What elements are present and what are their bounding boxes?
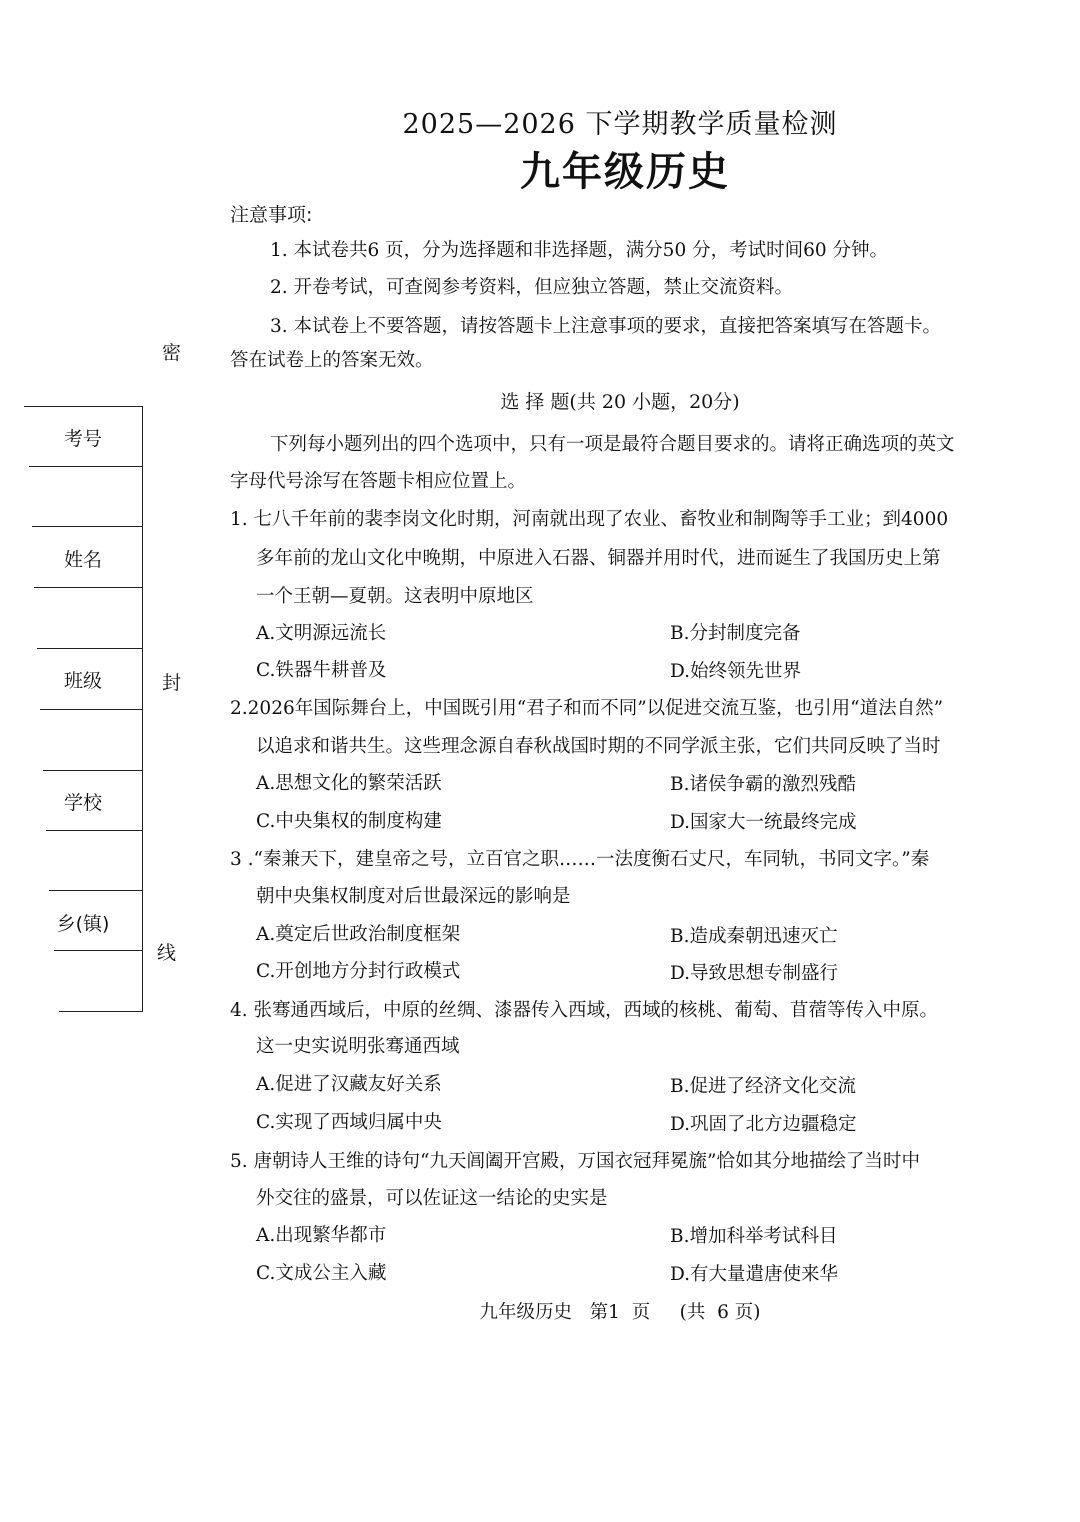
table-line [37,648,142,649]
question-3-text: 3 .“秦兼天下，建皇帝之号，立百官之职……一法度衡石丈尺，车同轨，书同文字。”秦 [230,849,930,870]
student-info-table [24,406,143,1012]
question-4-option-b: B.促进了经济文化交流 [670,1076,856,1097]
field-label-school: 学校 [63,792,102,814]
exam-subtitle: 2025—2026 下学期教学质量检测 [402,109,838,140]
question-1-option-b: B.分封制度完备 [670,623,801,644]
section-title: 选 择 题(共 20 小题，20分) [500,391,740,413]
question-3-text: 朝中央集权制度对后世最深远的影响是 [256,886,571,907]
question-1-option-d: D.始终领先世界 [670,661,802,682]
field-label-name: 姓名 [63,549,102,571]
notice-item: 1. 本试卷共6 页，分为选择题和非选择题，满分50 分，考试时间60 分钟。 [270,240,889,261]
question-4-option-a: A.促进了汉藏友好关系 [256,1074,442,1095]
notice-title: 注意事项: [230,204,313,226]
question-1-option-a: A.文明源远流长 [256,623,387,644]
field-label-township: 乡(镇) [56,913,110,935]
question-3-option-c: C.开创地方分封行政模式 [256,961,461,982]
question-3-option-a: A.奠定后世政治制度框架 [256,924,461,945]
question-2-option-d: D.国家大一统最终完成 [670,812,857,833]
question-2-option-b: B.诸侯争霸的激烈残酷 [670,774,856,795]
question-2-text: 以追求和谐共生。这些理念源自春秋战国时期的不同学派主张，它们共同反映了当时 [256,736,941,757]
page-footer: 九年级历史 第1 页 (共 6 页) [479,1302,761,1323]
notice-item: 2. 开卷考试，可查阅参考资料，但应独立答题，禁止交流资料。 [270,277,794,298]
table-line [29,466,142,467]
question-4-text: 这一史实说明张骞通西域 [256,1036,460,1057]
question-2-text: 2.2026年国际舞台上，中国既引用“君子和而不同”以促进交流互鉴，也引用“道法自然” [230,698,944,719]
table-line [46,830,142,831]
question-2-option-c: C.中央集权的制度构建 [256,811,442,832]
seal-char-feng: 封 [162,672,182,694]
question-5-option-d: D.有大量遣唐使来华 [670,1264,839,1285]
seal-char-xian: 线 [157,942,177,964]
question-1-option-c: C.铁器牛耕普及 [256,660,387,681]
question-4-text: 4. 张骞通西域后，中原的丝绸、漆器传入西域，西域的核桃、葡萄、苜蓿等传入中原。 [230,1000,939,1021]
table-line [59,1011,142,1012]
section-intro: 下列每小题列出的四个选项中，只有一项是最符合题目要求的。请将正确选项的英文 [270,434,955,455]
exam-title: 九年级历史 [520,148,730,195]
notice-item: 3. 本试卷上不要答题，请按答题卡上注意事项的要求，直接把答案填写在答题卡。 [270,316,942,337]
question-4-option-c: C.实现了西域归属中央 [256,1112,442,1133]
table-line [49,890,142,891]
question-4-option-d: D.巩固了北方边疆稳定 [670,1114,857,1135]
seal-char-mi: 密 [162,342,182,364]
question-5-text: 外交往的盛景，可以佐证这一结论的史实是 [256,1188,608,1209]
table-line [34,587,142,588]
table-line [43,770,142,771]
table-line [54,950,142,951]
notice-item: 答在试卷上的答案无效。 [230,350,434,371]
question-2-option-a: A.思想文化的繁荣活跃 [256,773,442,794]
field-label-class: 班级 [63,670,102,692]
section-intro: 字母代号涂写在答题卡相应位置上。 [230,471,527,492]
field-label-exam-number: 考号 [63,428,102,450]
question-1-text: 多年前的龙山文化中晚期，中原进入石器、铜器并用时代，进而诞生了我国历史上第 [256,548,941,569]
question-3-option-b: B.造成秦朝迅速灭亡 [670,926,838,947]
question-5-option-c: C.文成公主入藏 [256,1263,387,1284]
question-3-option-d: D.导致思想专制盛行 [670,963,839,984]
question-5-text: 5. 唐朝诗人王维的诗句“九天阊阖开宫殿，万国衣冠拜冕旒”恰如其分地描绘了当时中 [230,1151,920,1172]
question-5-option-a: A.出现繁华都市 [256,1225,387,1246]
table-line [32,526,142,527]
question-1-text: 一个王朝—夏朝。这表明中原地区 [256,586,534,607]
table-line [40,709,142,710]
question-5-option-b: B.增加科举考试科目 [670,1226,838,1247]
question-1-text: 1. 七八千年前的裴李岗文化时期，河南就出现了农业、畜牧业和制陶等手工业；到4000 [230,509,949,530]
